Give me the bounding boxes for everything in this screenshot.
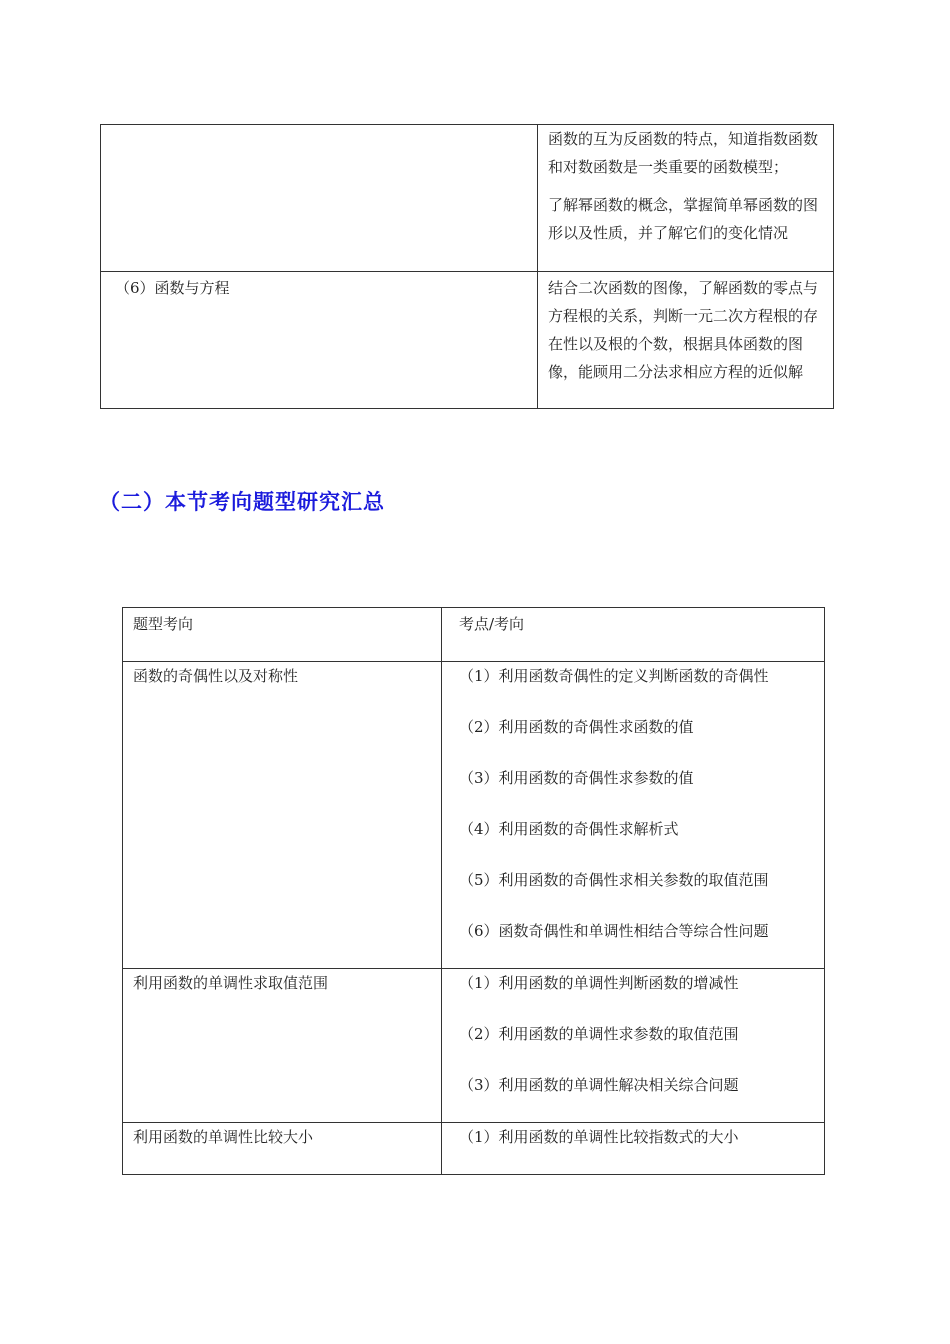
table-row (101, 125, 834, 272)
question-type-cell: 函数的奇偶性以及对称性 (123, 662, 442, 969)
point-item: （1）利用函数的单调性比较指数式的大小 (459, 1128, 739, 1146)
topic-cell: （6）函数与方程 (101, 272, 538, 409)
point-item: （3）利用函数的单调性解决相关综合问题 (459, 1076, 739, 1094)
table-row (101, 272, 834, 409)
requirement-cell (538, 125, 834, 272)
point-item: （3）利用函数的奇偶性求参数的值 (459, 769, 694, 787)
question-type-cell: 利用函数的单调性比较大小 (123, 1123, 442, 1175)
point-item: （4）利用函数的奇偶性求解析式 (459, 820, 679, 838)
table-row (123, 1123, 825, 1175)
points-cell (442, 969, 825, 1123)
requirement-text: 了解幂函数的概念，掌握简单幂函数的图形以及性质，并了解它们的变化情况 (548, 196, 819, 242)
point-item: （1）利用函数的单调性判断函数的增减性 (459, 974, 739, 992)
point-item: （6）函数奇偶性和单调性相结合等综合性问题 (459, 922, 769, 940)
requirement-cell (538, 272, 834, 409)
column-header-type: 题型考向 (123, 608, 442, 662)
question-type-cell: 利用函数的单调性求取值范围 (123, 969, 442, 1123)
requirement-text: 结合二次函数的图像，了解函数的零点与方程根的关系，判断一元二次方程根的存在性以及根的个数，根据具体函数的图像，能顾用二分法求相应方程的近似解 (548, 279, 819, 381)
point-item: （1）利用函数奇偶性的定义判断函数的奇偶性 (459, 667, 769, 685)
column-header-points: 考点/考向 (442, 608, 825, 662)
point-item: （2）利用函数的奇偶性求函数的值 (459, 718, 694, 736)
table-row (123, 662, 825, 969)
point-item: （5）利用函数的奇偶性求相关参数的取值范围 (459, 871, 769, 889)
topic-cell (101, 125, 538, 272)
objectives-table (100, 124, 834, 409)
section-heading: （二）本节考向题型研究汇总 (99, 490, 385, 514)
question-types-table (122, 607, 825, 1175)
points-cell (442, 662, 825, 969)
points-cell (442, 1123, 825, 1175)
requirement-text: 函数的互为反函数的特点，知道指数函数和对数函数是一类重要的函数模型； (548, 130, 819, 176)
table-header-row (123, 608, 825, 662)
table-row (123, 969, 825, 1123)
point-item: （2）利用函数的单调性求参数的取值范围 (459, 1025, 739, 1043)
